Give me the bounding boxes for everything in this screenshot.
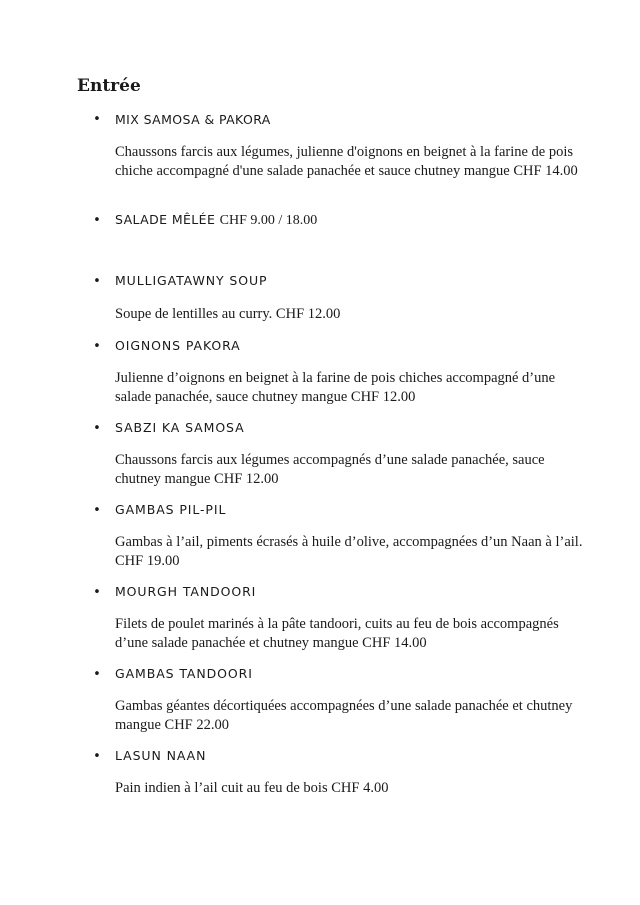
menu-item-name: GAMBAS TANDOORI <box>115 666 253 681</box>
bullet: • <box>93 503 101 518</box>
menu-item-description: Gambas géantes décortiquées accompagnées d’une salade panachée et chutney mangue CHF 22.00 <box>115 698 573 733</box>
menu-item-name: OIGNONS PAKORA <box>115 338 241 353</box>
menu-item-description: Chaussons farcis aux légumes accompagnés d’une salade panachée, sauce chutney mangue CHF 12.00 <box>115 452 545 487</box>
bullet: • <box>93 421 101 436</box>
menu-item-price: CHF 9.00 / 18.00 <box>219 213 318 228</box>
menu-item-name: MULLIGATAWNY SOUP <box>115 273 268 288</box>
menu-item-description: Soupe de lentilles au curry. CHF 12.00 <box>115 306 341 322</box>
menu-item-name: LASUN NAAN <box>115 748 207 763</box>
menu-item-name: SABZI KA SAMOSA <box>115 420 245 435</box>
bullet: • <box>93 585 101 600</box>
menu-item-description: Pain indien à l’ail cuit au feu de bois CHF 4.00 <box>115 780 389 796</box>
bullet: • <box>93 749 101 764</box>
page-title: Entrée <box>77 76 141 96</box>
menu-item-name: MIX SAMOSA & PAKORA <box>115 112 271 127</box>
bullet: • <box>93 274 101 289</box>
menu-item-description: Gambas à l’ail, piments écrasés à huile d’olive, accompagnées d’un Naan à l’ail. CHF 19.00 <box>115 534 583 569</box>
menu-item-name: SALADE MÊLÉE <box>115 212 216 227</box>
bullet: • <box>93 213 101 228</box>
bullet: • <box>93 112 101 127</box>
menu-item <box>115 211 317 230</box>
menu-item-name: MOURGH TANDOORI <box>115 584 257 599</box>
menu-item-description: Julienne d’oignons en beignet à la farine de pois chiches accompagné d’une salade panachée, sauce chutney mangue CHF 12.00 <box>115 370 556 405</box>
bullet: • <box>93 667 101 682</box>
menu-item-name: GAMBAS PIL-PIL <box>115 502 227 517</box>
bullet: • <box>93 339 101 354</box>
menu-item-description: Filets de poulet marinés à la pâte tandoori, cuits au feu de bois accompagnés d’une salade panachée et chutney mangue CHF 14.00 <box>115 616 559 651</box>
menu-item-description: Chaussons farcis aux légumes, julienne d'oignons en beignet à la farine de pois chiche accompagné d'une salade panachée et sauce chutney mangue CHF 14.00 <box>115 144 578 179</box>
